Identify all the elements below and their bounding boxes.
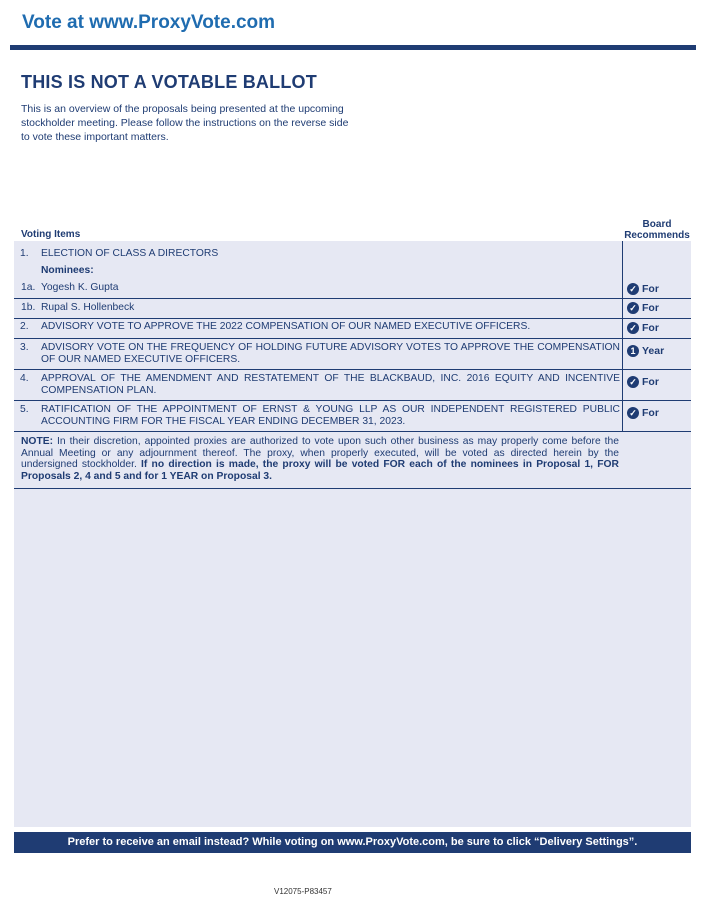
check-circle-icon: ✓	[627, 283, 639, 295]
item-number: 4.	[20, 373, 29, 384]
item-text: ADVISORY VOTE TO APPROVE THE 2022 COMPENSATION OF OUR NAMED EXECUTIVE OFFICERS.	[41, 321, 531, 332]
document-code: V12075-P83457	[274, 887, 332, 896]
recommendation-1b	[627, 302, 659, 314]
item-text: ELECTION OF CLASS A DIRECTORS	[41, 248, 219, 259]
recommendation-label: For	[642, 376, 659, 388]
row-divider	[14, 431, 691, 432]
item-number: 3.	[20, 342, 29, 353]
board-header-line1: Board	[642, 219, 672, 230]
item-number: 5.	[20, 404, 29, 415]
note-divider	[14, 488, 691, 489]
board-header-line2: Recommends	[624, 230, 690, 241]
item-number: 1b.	[21, 302, 36, 313]
item-text: APPROVAL OF THE AMENDMENT AND RESTATEMENT OF THE BLACKBAUD, INC. 2016 EQUITY AND INCENTIVE COMPENSATION PLAN.	[41, 373, 620, 396]
check-circle-icon: ✓	[627, 302, 639, 314]
note-paragraph	[21, 436, 619, 482]
item-text: ADVISORY VOTE ON THE FREQUENCY OF HOLDING FUTURE ADVISORY VOTES TO APPROVE THE COMPENSATION OF OUR NAMED EXECUTIVE OFFICERS.	[41, 342, 620, 365]
recommendation-3	[627, 345, 664, 357]
intro-text: This is an overview of the proposals being presented at the upcoming stockholder meeting. Please follow the instructions on the reverse side to vote these important matters.	[21, 103, 349, 143]
recommendation-1a	[627, 283, 659, 295]
recommendation-label: For	[642, 283, 659, 295]
number-one-circle-icon: 1	[627, 345, 639, 357]
row-divider	[14, 369, 691, 370]
note-label: NOTE:	[21, 436, 54, 447]
email-delivery-banner: Prefer to receive an email instead? While voting on www.ProxyVote.com, be sure to click “Delivery Settings”.	[14, 832, 691, 853]
note-text: In their discretion, appointed proxies are authorized to vote upon such other business as may properly come before the Annual Meeting or any adjournment thereof. The proxy, when properly executed, will be voted as directed herein by the undersigned stockholder.	[21, 436, 619, 470]
item-number: 2.	[20, 321, 29, 332]
recommendation-5	[627, 407, 659, 419]
item-text: RATIFICATION OF THE APPOINTMENT OF ERNST & YOUNG LLP AS OUR INDEPENDENT REGISTERED PUBLIC ACCOUNTING FIRM FOR THE FISCAL YEAR ENDING DECEMBER 31, 2023.	[41, 404, 620, 427]
page-title: THIS IS NOT A VOTABLE BALLOT	[21, 72, 317, 92]
item-number: 1.	[20, 248, 29, 259]
recommendation-4	[627, 376, 659, 388]
nominees-label: Nominees:	[41, 265, 94, 276]
recommendation-label: For	[642, 302, 659, 314]
item-text: Rupal S. Hollenbeck	[41, 302, 135, 313]
check-circle-icon: ✓	[627, 322, 639, 334]
board-recommendation-column	[622, 241, 692, 431]
item-number: 1a.	[21, 282, 36, 293]
note-bold-text: If no direction is made, the proxy will be voted FOR each of the nominees in Proposal 1, FOR Proposals 2, 4 and 5 and for 1 YEAR on Proposal 3.	[21, 459, 619, 482]
row-divider	[14, 318, 691, 319]
recommendation-2	[627, 322, 659, 334]
row-divider	[14, 298, 691, 299]
row-divider	[14, 338, 691, 339]
voting-items-header: Voting Items	[21, 229, 81, 240]
header-divider	[10, 45, 696, 50]
check-circle-icon: ✓	[627, 407, 639, 419]
check-circle-icon: ✓	[627, 376, 639, 388]
recommendation-label: For	[642, 322, 659, 334]
proxyvote-link[interactable]: Vote at www.ProxyVote.com	[22, 12, 276, 33]
item-text: Yogesh K. Gupta	[41, 282, 119, 293]
recommendation-label: For	[642, 407, 659, 419]
board-recommends-header	[622, 219, 692, 241]
row-divider	[14, 400, 691, 401]
recommendation-label: Year	[642, 345, 665, 357]
